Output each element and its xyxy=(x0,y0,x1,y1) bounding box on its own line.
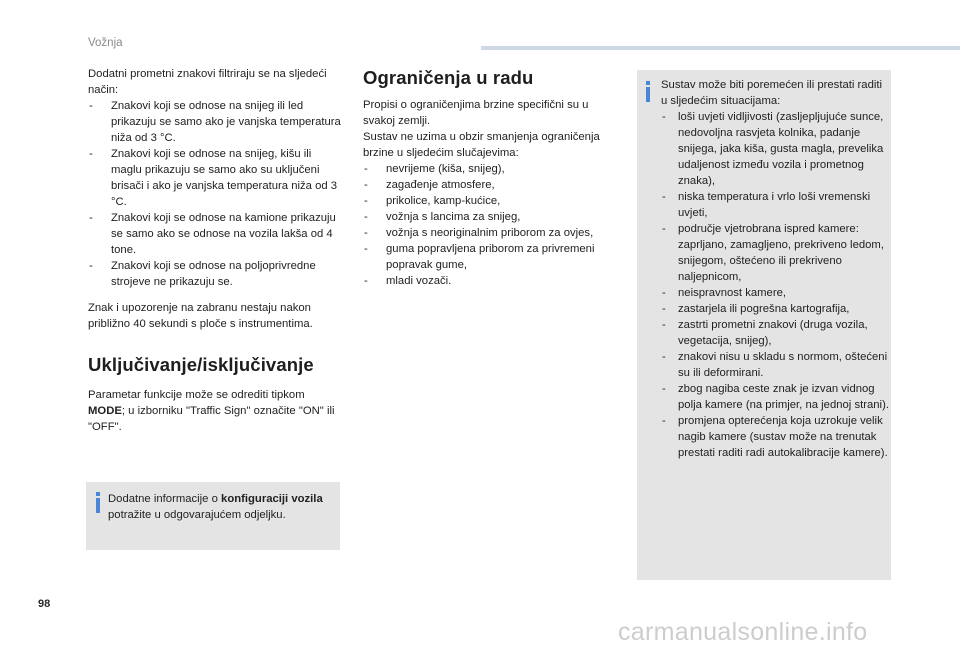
page-number: 98 xyxy=(38,598,51,610)
disappear-note: Znak i upozorenje na zabranu nestaju nakon približno 40 sekundi s ploče s instrumentima. xyxy=(88,302,313,330)
list-item: - područje vjetrobrana ispred kamere: zaprljano, zamagljeno, prekriveno ledom, snijegom, oštećeno ili prekriveno naljepnicom, xyxy=(661,221,891,285)
info-box-disturbances xyxy=(637,70,891,580)
header-divider-bar xyxy=(481,46,960,50)
filter-intro: Dodatni prometni znakovi filtriraju se na sljedeći način: xyxy=(88,68,327,96)
info-box-text: Dodatne informacije o konfiguraciji vozila potražite u odgovarajućem odjeljku. xyxy=(108,493,323,521)
list-item: - zastrti prometni znakovi (druga vozila, vegetacija, snijeg), xyxy=(661,317,891,349)
middle-column xyxy=(363,97,623,289)
list-item: - vožnja s lancima za snijeg, xyxy=(363,209,623,225)
list-item: - zbog nagiba ceste znak je izvan vidnog polja kamere (na primjer, na jednoj strani). xyxy=(661,381,891,413)
limitations-heading: Ograničenja u radu xyxy=(363,67,534,88)
list-item: - niska temperatura i vrlo loši vremenski uvjeti, xyxy=(661,189,891,221)
on-off-text xyxy=(88,387,344,435)
list-item: - vožnja s neoriginalnim priborom za ovjes, xyxy=(363,225,623,241)
list-item: - nevrijeme (kiša, snijeg), xyxy=(363,161,623,177)
configuration-link-text: konfiguraciji vozila xyxy=(221,493,323,505)
section-title: Vožnja xyxy=(88,37,123,49)
list-item: - Znakovi koji se odnose na snijeg ili led prikazuju se samo ako je vanjska temperatura niža od 3 °C. xyxy=(88,98,344,146)
not-considered-paragraph: Sustav ne uzima u obzir smanjenja ograničenja brzine u sljedećim slučajevima: xyxy=(363,131,600,159)
regulations-paragraph: Propisi o ograničenjima brzine specifični su u svakoj zemlji. xyxy=(363,99,589,127)
list-item: - prikolice, kamp-kućice, xyxy=(363,193,623,209)
list-item: - zastarjela ili pogrešna kartografija, xyxy=(661,301,891,317)
list-item: - guma popravljena priborom za privremeni popravak gume, xyxy=(363,241,623,273)
reduction-list xyxy=(363,161,623,289)
list-item: - loši uvjeti vidljivosti (zasljepljujuće sunce, nedovoljna rasvjeta kolnika, padanje snijega, jaka kiša, gusta magla, prevelika udaljenost između vozila i prometnog znaka), xyxy=(661,109,891,189)
disturbances-text xyxy=(661,77,891,461)
parameter-paragraph: Parametar funkcije može se odrediti tipkom MODE; u izborniku "Traffic Sign" označite "ON" ili "OFF". xyxy=(88,389,335,433)
list-item: - Znakovi koji se odnose na snijeg, kišu ili maglu prikazuju se samo ako su uključeni brisači i ako je vanjska temperatura niža od 3 °C. xyxy=(88,146,344,210)
list-item: - zagađenje atmosfere, xyxy=(363,177,623,193)
list-item: - neispravnost kamere, xyxy=(661,285,891,301)
mode-key-label: MODE xyxy=(88,405,122,417)
info-box-configuration xyxy=(86,482,340,550)
list-item: - Znakovi koji se odnose na poljoprivredne strojeve ne prikazuju se. xyxy=(88,258,344,290)
filter-list xyxy=(88,98,344,290)
list-item: - mladi vozači. xyxy=(363,273,623,289)
list-item: - Znakovi koji se odnose na kamione prikazuju se samo ako se odnose na vozila lakša od 4 tone. xyxy=(88,210,344,258)
list-item: - promjena opterećenja koja uzrokuje velik nagib kamere (sustav može na trenutak prestati raditi radi autokalibracije kamere). xyxy=(661,413,891,461)
on-off-heading: Uključivanje/isključivanje xyxy=(88,354,314,375)
watermark: carmanualsonline.info xyxy=(618,618,868,646)
info-icon xyxy=(96,498,100,513)
info-icon xyxy=(646,87,650,102)
disturbances-intro: Sustav može biti poremećen ili prestati raditi u sljedećim situacijama: xyxy=(661,79,883,107)
left-column xyxy=(88,66,344,332)
disturbances-list xyxy=(661,109,891,461)
list-item: - znakovi nisu u skladu s normom, oštećeni su ili deformirani. xyxy=(661,349,891,381)
